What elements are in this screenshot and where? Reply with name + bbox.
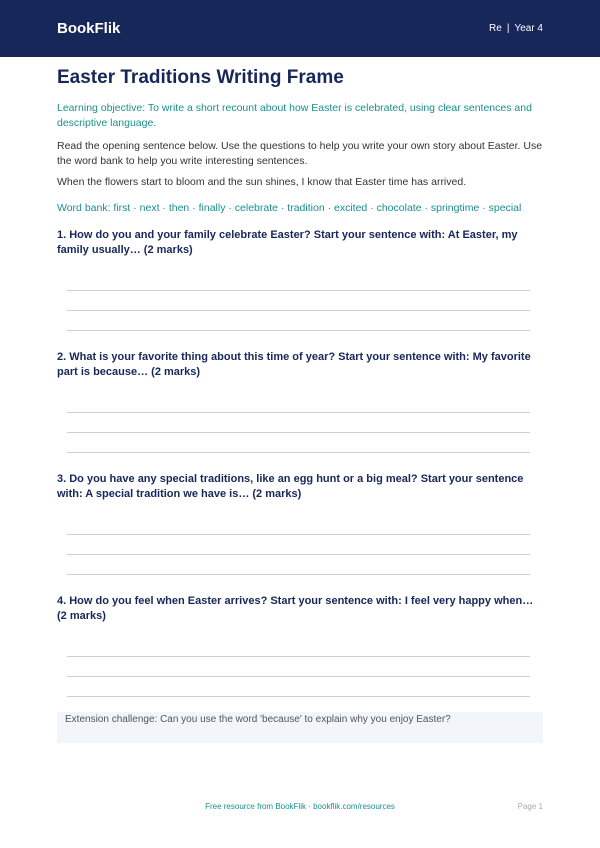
answer-line[interactable] (67, 696, 530, 697)
answer-line[interactable] (67, 290, 530, 291)
word-bank: Word bank: first · next · then · finally · celebrate · tradition · excited · chocolate · springtime · special (57, 201, 522, 214)
answer-line[interactable] (67, 412, 530, 413)
meta-separator: | (506, 23, 510, 34)
year-label: Year 4 (514, 23, 543, 34)
answer-line[interactable] (67, 534, 530, 535)
answer-line[interactable] (67, 310, 530, 311)
page-header (0, 0, 600, 57)
instructions: Read the opening sentence below. Use the questions to help you write your own story about Easter. Use the word bank to help you write interesting sentences. (57, 140, 543, 167)
footer-credit-link[interactable]: Free resource from BookFlik · bookflik.com/resources (205, 802, 395, 811)
extension-challenge: Extension challenge: Can you use the word 'because' to explain why you enjoy Easter? (57, 712, 543, 743)
intro-section (0, 66, 600, 215)
page-footer (0, 802, 600, 816)
question-text: 1. How do you and your family celebrate Easter? Start your sentence with: At Easter, my family usually… (2 marks) (57, 229, 518, 256)
question-block-2 (57, 350, 543, 379)
answer-line[interactable] (67, 554, 530, 555)
question-block-1 (57, 228, 543, 257)
opening-sentence: When the flowers start to bloom and the sun shines, I know that Easter time has arrived. (57, 176, 467, 188)
question-text: 4. How do you feel when Easter arrives? Start your sentence with: I feel very happy when… (2 marks) (57, 595, 534, 622)
answer-line[interactable] (67, 330, 530, 331)
page-number: Page 1 (517, 802, 543, 811)
answer-line[interactable] (67, 574, 530, 575)
brand-logo[interactable]: BookFlik (57, 20, 121, 37)
subject-label: Re (489, 23, 502, 34)
question-text: 2. What is your favorite thing about this time of year? Start your sentence with: My favorite part is because… (2 marks) (57, 351, 531, 378)
page-title: Easter Traditions Writing Frame (57, 67, 344, 88)
answer-line[interactable] (67, 656, 530, 657)
answer-line[interactable] (67, 676, 530, 677)
answer-line[interactable] (67, 452, 530, 453)
answer-line[interactable] (67, 432, 530, 433)
header-meta (489, 23, 543, 34)
question-text: 3. Do you have any special traditions, like an egg hunt or a big meal? Start your sentence with: A special tradition we have is… (2 marks) (57, 473, 524, 500)
question-block-3 (57, 472, 543, 501)
question-block-4 (57, 594, 543, 623)
learning-objective: Learning objective: To write a short recount about how Easter is celebrated, using clear sentences and descriptive language. (57, 102, 532, 129)
